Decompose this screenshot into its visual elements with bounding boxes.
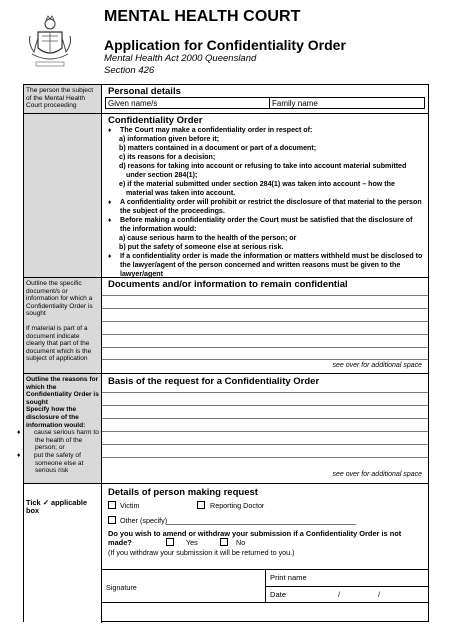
reporting-doctor-label: Reporting Doctor <box>210 501 265 510</box>
documents-section <box>101 278 428 373</box>
confidentiality-order-info <box>108 126 424 279</box>
see-over-note: see over for additional space <box>332 362 422 369</box>
info-item: b) matters contained in a document or part of a document; <box>119 144 317 152</box>
info-bullet: ♦ The Court may make a confidentiality order in respect of: <box>108 126 424 135</box>
name-fields-row <box>105 97 425 109</box>
yes-checkbox[interactable] <box>166 538 174 546</box>
signature-block <box>102 569 428 603</box>
basis-section <box>101 374 428 483</box>
court-title: MENTAL HEALTH COURT <box>104 8 301 25</box>
date-separator: / <box>338 590 341 599</box>
given-names-field[interactable]: Given name/s <box>106 98 270 108</box>
personal-details-section <box>101 85 428 113</box>
family-name-field[interactable]: Family name <box>272 99 318 108</box>
basis-side-bullet: cause serious harm to the health of the person; or <box>34 429 99 452</box>
date-separator: / <box>378 590 381 599</box>
info-bullet: ♦ If a confidentiality order is made the information or matters withheld must be disclosed to the lawyer/agent of the person concerned and written reasons must be given to the lawyer/agent <box>108 252 424 279</box>
write-line[interactable] <box>102 392 428 393</box>
basis-side-label-2: Specify how the disclosure of the information would: <box>26 406 86 429</box>
signature-label: Signature <box>106 583 137 592</box>
application-form <box>17 84 429 622</box>
write-line[interactable] <box>102 295 428 296</box>
applicant-section <box>101 484 428 623</box>
other-checkbox[interactable] <box>108 516 116 524</box>
info-bullet: ♦ Before making a confidentiality order the Court must be satisfied that the disclosure of the information would: <box>108 216 424 234</box>
no-checkbox[interactable] <box>220 538 228 546</box>
yes-label: Yes <box>186 538 198 547</box>
info-item: d) reasons for taking into account or refusing to take into account material submitted under section 284(1); <box>119 162 407 179</box>
documents-side-panel <box>24 278 101 373</box>
info-item: c) its reasons for a decision; <box>119 153 216 161</box>
write-line[interactable] <box>102 347 428 348</box>
act-reference: Mental Health Act 2000 Queensland <box>104 53 257 64</box>
personal-side-label: The person the subject of the Mental Health Court proceeding <box>24 85 101 113</box>
basis-heading: Basis of the request for a Confidentiality Order <box>108 376 320 387</box>
applicant-heading: Details of person making request <box>108 487 258 498</box>
print-name-label: Print name <box>270 573 307 582</box>
other-specify-line[interactable] <box>166 524 356 525</box>
tick-side-label: Tick ✓ applicable box <box>24 484 101 623</box>
basis-side-bullet: put the safety of someone else at serious risk <box>34 451 84 475</box>
info-item: a) information given before it; <box>119 135 220 143</box>
see-over-note: see over for additional space <box>332 471 422 478</box>
confidentiality-order-heading: Confidentiality Order <box>108 115 203 126</box>
info-item: a) cause serious harm to the health of the person; or <box>119 234 297 242</box>
write-line[interactable] <box>102 334 428 335</box>
documents-side-label: Outline the specific document/s or information for which a Confidentiality Order is sought <box>26 280 93 318</box>
queensland-crest-logo <box>26 14 74 74</box>
write-line[interactable] <box>102 405 428 406</box>
info-item: b) put the safety of someone else at serious risk. <box>119 243 284 251</box>
reporting-doctor-checkbox[interactable] <box>197 501 205 509</box>
confidentiality-side-panel <box>24 114 101 277</box>
write-line[interactable] <box>102 359 428 360</box>
write-line[interactable] <box>102 431 428 432</box>
print-name-field[interactable] <box>266 570 428 587</box>
other-label: Other (specify) <box>120 516 168 525</box>
victim-checkbox[interactable] <box>108 501 116 509</box>
basis-side-label: Outline the reasons for which the Confidentiality Order is sought <box>26 376 99 406</box>
section-reference: Section 426 <box>104 65 155 76</box>
withdraw-note: (If you withdraw your submission it will be returned to you.) <box>108 548 295 557</box>
confidentiality-order-section <box>101 114 428 277</box>
form-title: Application for Confidentiality Order <box>104 37 346 53</box>
amend-question: Do you wish to amend or withdraw your submission if a Confidentiality Order is not made? <box>108 529 402 547</box>
documents-heading: Documents and/or information to remain confidential <box>108 279 348 290</box>
write-line[interactable] <box>102 308 428 309</box>
no-label: No <box>236 538 246 547</box>
write-line[interactable] <box>102 321 428 322</box>
basis-side-panel: Outline the reasons for which the Confidentiality Order is sought Specify how the disclosure of the information would: ♦ cause serious harm to the health of the person; or ♦ put the safety of someone else at serious risk <box>24 374 101 483</box>
documents-side-note: If material is part of a document indicate clearly that part of the document which is the subject of application <box>26 324 92 363</box>
info-item: e) if the material submitted under section 284(1) was taken into account – how the material was taken into account. <box>119 180 395 197</box>
date-label: Date <box>270 590 287 599</box>
victim-label: Victim <box>120 501 140 510</box>
name-date-block <box>265 570 428 602</box>
info-bullet: ♦ A confidentiality order will prohibit or restrict the disclosure of that material to the person the subject of the proceedings. <box>108 198 424 216</box>
date-field[interactable] <box>266 587 428 604</box>
write-line[interactable] <box>102 444 428 445</box>
write-line[interactable] <box>102 418 428 419</box>
personal-details-heading: Personal details <box>108 86 181 97</box>
write-line[interactable] <box>102 457 428 458</box>
